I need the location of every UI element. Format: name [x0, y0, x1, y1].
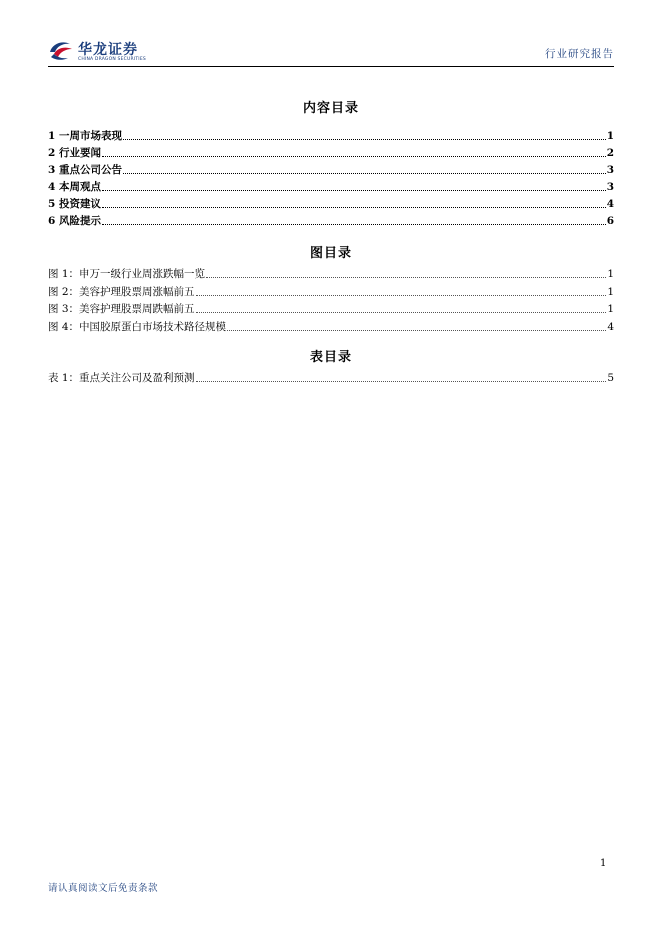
toc-entry-page: 2 [606, 147, 614, 159]
table-entry-page: 5 [607, 372, 614, 384]
toc-entry-label: 6 风险提示 [48, 215, 101, 227]
toc-entry-label: 4 本周观点 [48, 181, 101, 193]
dot-leader [227, 320, 606, 331]
figure-entry-label: 图 2：美容护理股票周涨幅前五 [48, 285, 195, 298]
figure-entry[interactable] [48, 266, 614, 284]
toc-entry-page: 3 [606, 164, 614, 176]
table-entry-label: 表 1：重点关注公司及盈利预测 [48, 372, 195, 384]
toc-entry[interactable] [48, 213, 614, 230]
dot-leader [102, 214, 606, 225]
toc-entry[interactable] [48, 128, 614, 145]
figures-list [48, 266, 614, 336]
dot-leader [206, 267, 606, 278]
tables-title: 表目录 [309, 350, 352, 365]
report-type-label: 行业研究报告 [545, 48, 614, 60]
toc-entry-page: 4 [606, 198, 614, 210]
dot-leader [196, 371, 607, 382]
toc-entry[interactable] [48, 196, 614, 213]
figure-entry[interactable] [48, 284, 614, 302]
toc-entry-page: 3 [606, 181, 614, 193]
contents-title: 内容目录 [302, 101, 359, 116]
toc-entry-label: 2 行业要闻 [48, 147, 101, 159]
toc-entry-page: 6 [606, 215, 614, 227]
page-number: 1 [600, 858, 607, 869]
toc-entry-page: 1 [606, 130, 614, 142]
logo-english-name: CHINA DRAGON SECURITIES [78, 57, 146, 62]
company-logo [48, 38, 168, 66]
dot-leader [102, 197, 606, 208]
figures-title: 图目录 [309, 246, 352, 261]
dot-leader [123, 129, 606, 140]
table-entry[interactable] [48, 370, 614, 388]
figure-entry[interactable] [48, 301, 614, 319]
toc-entry-label: 5 投资建议 [48, 198, 101, 210]
page-header [48, 38, 614, 66]
logo-chinese-name: 华龙证券 [78, 42, 138, 58]
contents-list [48, 128, 614, 230]
tables-list [48, 370, 614, 388]
figure-entry-page: 1 [607, 303, 614, 315]
toc-entry[interactable] [48, 162, 614, 179]
dot-leader [102, 146, 606, 157]
figure-entry-label: 图 4：中国胶原蛋白市场技术路径规模 [48, 320, 227, 333]
dot-leader [196, 302, 607, 313]
figure-entry[interactable] [48, 319, 614, 337]
figure-entry-page: 1 [607, 285, 614, 298]
figure-entry-page: 1 [607, 268, 614, 280]
figure-entry-label: 图 3：美容护理股票周跌幅前五 [48, 303, 195, 315]
disclaimer-note: 请认真阅读文后免责条款 [48, 883, 159, 894]
toc-entry[interactable] [48, 179, 614, 196]
toc-entry-label: 1 一周市场表现 [48, 130, 122, 142]
header-divider [48, 66, 614, 67]
dot-leader [102, 180, 606, 191]
toc-entry[interactable] [48, 145, 614, 162]
toc-entry-label: 3 重点公司公告 [48, 164, 122, 176]
dot-leader [196, 285, 607, 296]
figure-entry-label: 图 1：申万一级行业周涨跌幅一览 [48, 268, 206, 280]
dragon-logo-icon [48, 40, 74, 62]
figure-entry-page: 4 [607, 320, 614, 333]
dot-leader [123, 163, 606, 174]
